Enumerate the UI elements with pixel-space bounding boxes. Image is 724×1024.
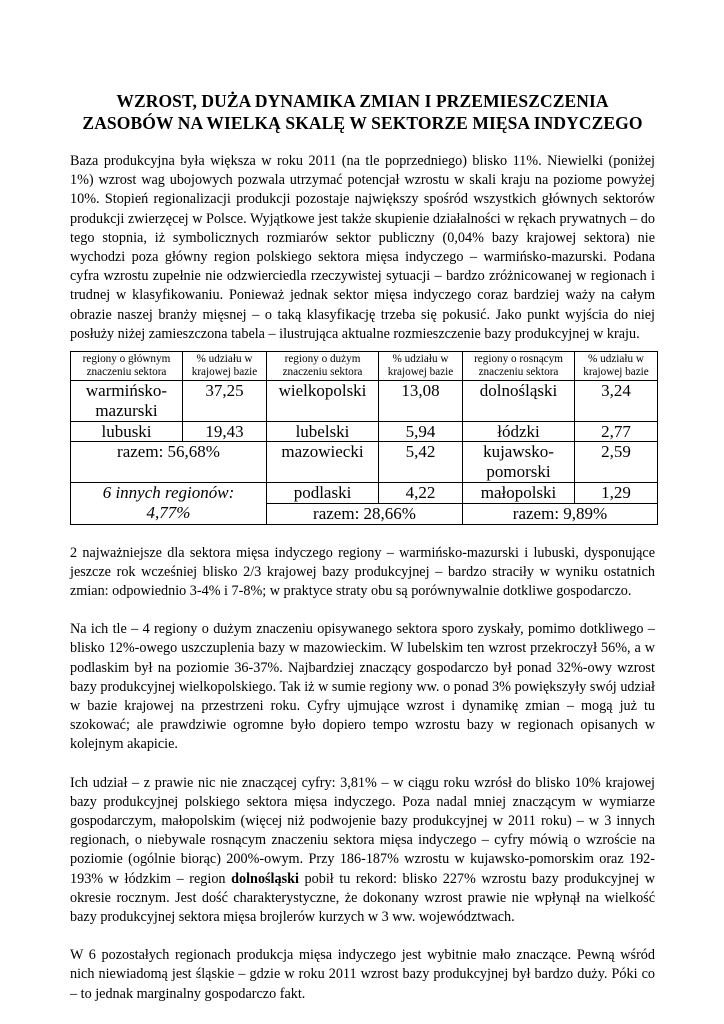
regional-share-table xyxy=(70,351,658,525)
paragraph-text: pobił tu rekord: blisko 227% wzrostu bazy produkcyjnej w okresie rocznym. Jest dość charakterystyczne, że dokonany wzrost prawie nie wpłynął na wielkość bazy produkcyjnej sektora mięsa brojlerów kurzych w 3 ww. województwach. xyxy=(70,870,655,926)
other-regions-share: 4,77% xyxy=(146,502,191,522)
header-large-regions: regiony o dużym znaczeniu sektora xyxy=(267,352,379,381)
cell-region: lubuski xyxy=(71,421,183,442)
table-row xyxy=(71,442,658,483)
table-row xyxy=(71,421,658,442)
cell-region: lubelski xyxy=(267,421,379,442)
header-growing-share: % udziału w krajowej bazie xyxy=(575,352,658,381)
cell-share: 5,94 xyxy=(379,421,463,442)
cell-share: 1,29 xyxy=(575,483,658,504)
highlighted-region: dolnośląski xyxy=(231,870,299,887)
page-title xyxy=(70,90,655,134)
cell-main-total: razem: 56,68% xyxy=(71,442,267,483)
cell-region: małopolski xyxy=(463,483,575,504)
cell-region: wielkopolski xyxy=(267,381,379,422)
cell-region: dolnośląski xyxy=(463,381,575,422)
paragraph-main-regions: 2 najważniejsze dla sektora mięsa indyczego regiony – warmińsko-mazurski i lubuski, dysponujące jeszcze rok wcześniej blisko 2/3 krajowej bazy produkcyjnej – bardzo straciły w wyniku ostatnich zmian: odpowiednio 3-4% i 7-8%; w praktyce straty obu są porównywalnie dotkliwe gospodarczo. xyxy=(70,544,655,600)
header-main-regions: regiony o głównym znaczeniu sektora xyxy=(71,352,183,381)
paragraph-text: Ich udział – z prawie nic nie znaczącej cyfry: 3,81% – w ciągu roku wzrósł do blisko 10% krajowej bazy produkcyjnej polskiego sektora mięsa indyczego. Poza nadal mniej znaczącym w wymiarze gospodarczym, małopolskim (więcej niż podwojenie bazy produkcyjnej w 2011 roku) – w 3 innych regionach, o niebywale rosnącym znaczeniu sektora mięsa indyczego – cyfry mówią o wzroście na poziomie (ogólnie biorąc) 200%-owym. Przy 186-187% wzrostu w kujawsko-pomorskim oraz 192-193% w łódzkim – region xyxy=(70,774,655,887)
other-regions-label: 6 innych regionów: xyxy=(102,483,235,503)
header-growing-regions: regiony o rosnącym znaczeniu sektora xyxy=(463,352,575,381)
cell-share: 13,08 xyxy=(379,381,463,422)
cell-share: 2,59 xyxy=(575,442,658,483)
cell-region: podlaski xyxy=(267,483,379,504)
cell-large-total: razem: 28,66% xyxy=(267,503,463,524)
paragraph-large-regions: Na ich tle – 4 regiony o dużym znaczeniu opisywanego sektora sporo zyskały, pomimo dotkliwego – blisko 12%-owego uszczuplenia bazy w mazowieckim. W lubelskim ten wzrost przekroczył 56%, a w podlaskim był na poziomie 36-37%. Najbardziej znaczący gospodarczo był ponad 32%-owy wzrost bazy produkcyjnej wielkopolskiego. Tak iż w sumie regiony ww. o ponad 3% powiększyły swój udział w bazie krajowej na przestrzeni roku. Cyfry ujmujące wzrost i dynamikę zmian – mogą już tu szokować; ale prawdziwie ogromne było dopiero tempo wzrostu bazy w regionach opisanych w kolejnym akapicie. xyxy=(70,621,655,753)
header-main-share: % udziału w krajowej bazie xyxy=(183,352,267,381)
cell-region: mazowiecki xyxy=(267,442,379,483)
paragraph-other-regions: W 6 pozostałych regionach produkcja mięsa indyczego jest wybitnie mało znaczące. Pewną wśród nich niewiadomą jest śląskie – gdzie w roku 2011 wzrost bazy produkcyjnej był bardzo duży. Póki co – to jednak marginalny gospodarczo fakt. xyxy=(70,947,655,1002)
table-header-row xyxy=(71,352,658,381)
table-row xyxy=(71,381,658,422)
cell-share: 2,77 xyxy=(575,421,658,442)
cell-region: łódzki xyxy=(463,421,575,442)
cell-share: 5,42 xyxy=(379,442,463,483)
cell-other-regions xyxy=(71,483,267,525)
table-row xyxy=(71,483,658,504)
page-title-line-2: ZASOBÓW NA WIELKĄ SKALĘ W SEKTORZE MIĘSA INDYCZEGO xyxy=(82,113,643,133)
cell-growing-total: razem: 9,89% xyxy=(463,503,658,524)
intro-paragraph: Baza produkcyjna była większa w roku 2011 (na tle poprzedniego) blisko 11%. Niewielki (poniżej 1%) wzrost wag ubojowych pozwala utrzymać potencjał wzrostu w skali kraju na poziome powyżej 10%. Stopień regionalizacji produkcji pozostaje największy spośród wszystkich głównych sektorów produkcji zwierzęcej w Polsce. Wyjątkowe jest także skupienie działalności w rękach prywatnych – do tego stopnia, iż symbolicznych rozmiarów sektor publiczny (0,04% bazy krajowej sektora) nie wychodzi poza główny region polskiego sektora mięsa indyczego – warmińsko-mazurski. Podana cyfra wzrostu zupełnie nie odzwierciedla rzeczywistej sytuacji – bardzo zróżnicowanej w regionach i trudnej w klasyfikowaniu. Ponieważ jednak sektor mięsa indyczego coraz bardziej waży na całym obrazie naszej branży mięsnej – o taką klasyfikację trzeba się pokusić. Jako punkt wyjścia do niej posłuży niżej zamieszczona tabela – ilustrująca aktualne rozmieszczenie bazy produkcyjnej w kraju. xyxy=(70,153,655,342)
paragraph-growing-regions xyxy=(70,774,655,928)
cell-share: 4,22 xyxy=(379,483,463,504)
page-title-line-1: WZROST, DUŻA DYNAMIKA ZMIAN I PRZEMIESZCZENIA xyxy=(116,91,609,111)
cell-share: 37,25 xyxy=(183,381,267,422)
header-large-share: % udziału w krajowej bazie xyxy=(379,352,463,381)
cell-share: 3,24 xyxy=(575,381,658,422)
cell-region: warmińsko-mazurski xyxy=(71,381,183,422)
cell-share: 19,43 xyxy=(183,421,267,442)
cell-region: kujawsko-pomorski xyxy=(463,442,575,483)
document-page xyxy=(70,90,655,1004)
